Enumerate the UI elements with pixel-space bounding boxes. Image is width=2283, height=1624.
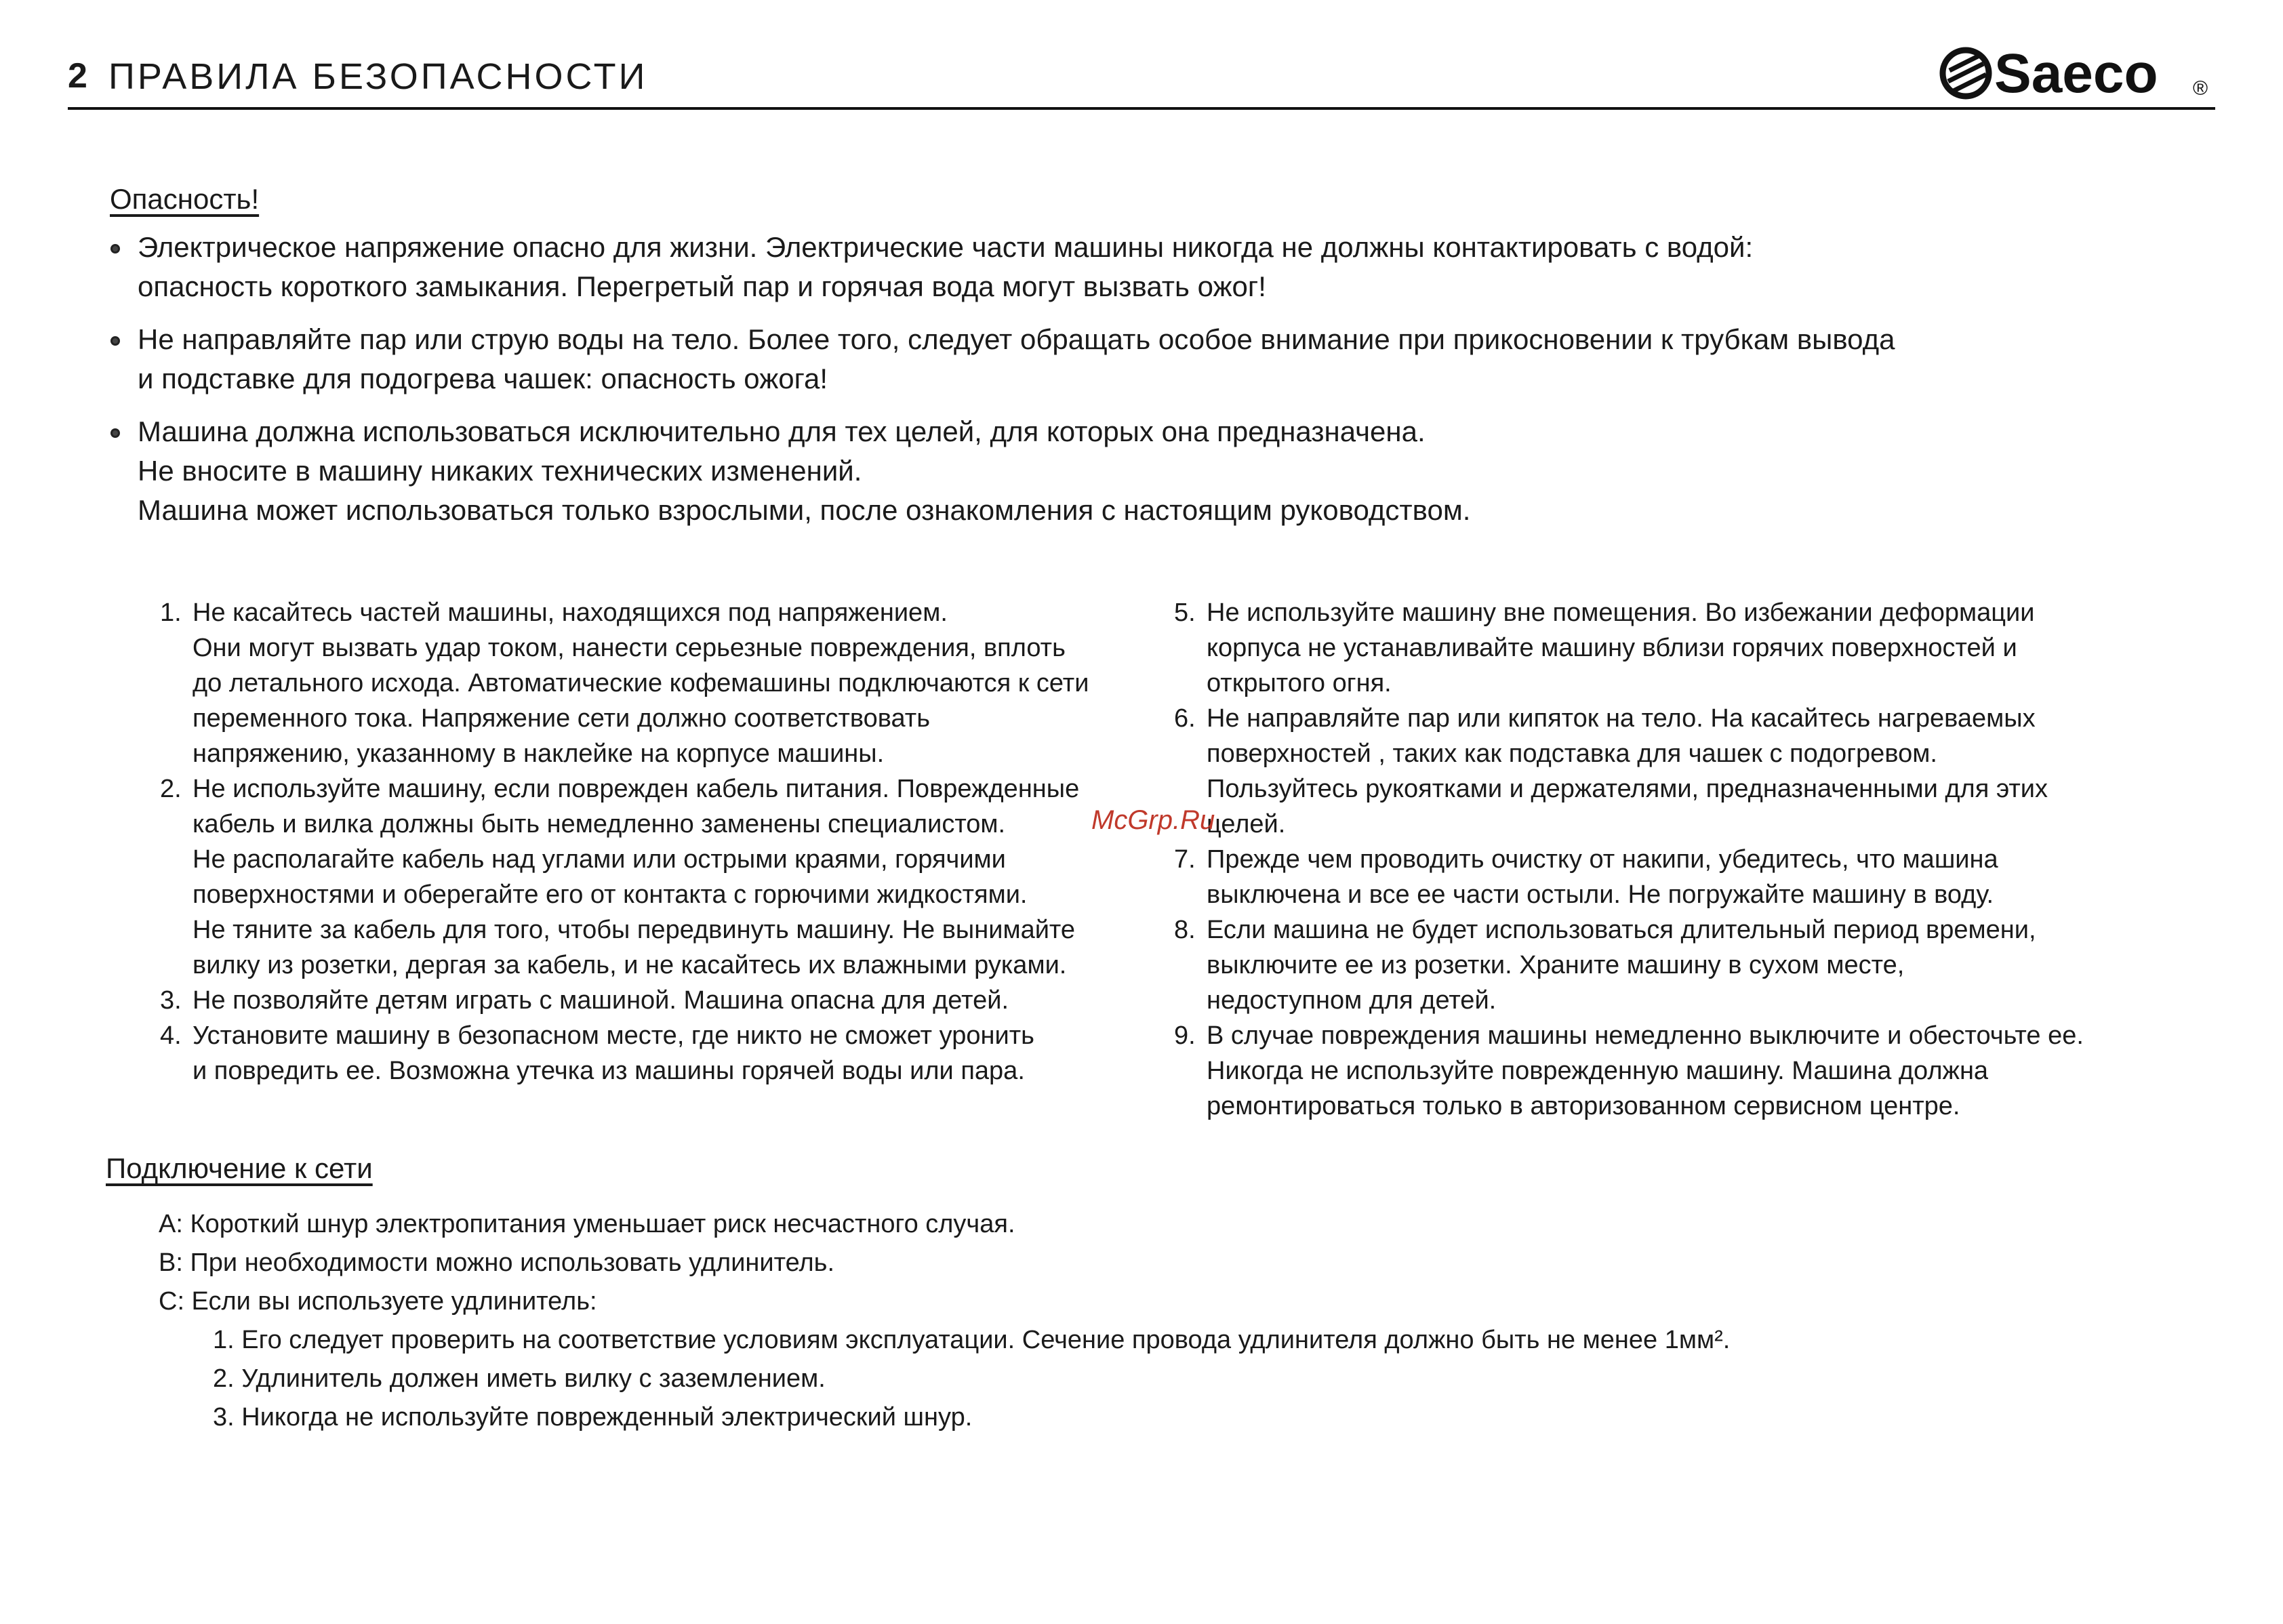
rule-line: Никогда не используйте поврежденную машину. Машина должна — [1207, 1057, 1989, 1085]
rule-line: Не используйте машину, если поврежден кабель питания. Поврежденные — [193, 775, 1080, 803]
rule-line: напряжению, указанному в наклейке на корпусе машины. — [193, 739, 885, 768]
section-title: ПРАВИЛА БЕЗОПАСНОСТИ — [108, 56, 648, 97]
rule-item — [160, 1018, 1143, 1089]
rules-right-column — [1174, 595, 2231, 1124]
rule-line: Пользуйтесь рукоятками и держателями, предназначенными для этих — [1207, 775, 2048, 803]
rule-line: до летального исхода. Автоматические кофемашины подключаются к сети — [193, 669, 1089, 697]
rule-line: выключите ее из розетки. Храните машину в сухом месте, — [1207, 951, 1905, 979]
danger-bullet — [110, 320, 2144, 399]
rule-item — [1174, 842, 2231, 912]
rule-line: открытого огня. — [1207, 669, 1392, 697]
rule-line: Установите машину в безопасном месте, где никто не сможет уронить — [193, 1021, 1034, 1050]
saeco-logo-mark-icon — [1943, 50, 1989, 96]
rule-number: 1. — [160, 598, 182, 627]
rule-item — [160, 595, 1143, 771]
rule-line: Не тяните за кабель для того, чтобы передвинуть машину. Не вынимайте — [193, 916, 1076, 944]
saeco-logo-text: Saeco — [1994, 43, 2158, 104]
rule-number: 7. — [1174, 845, 1196, 874]
rule-line: поверхностями и оберегайте его от контакта с горючими жидкостями. — [193, 880, 1028, 909]
rule-item — [160, 983, 1143, 1018]
danger-bullet-line: Машина может использоваться только взрослыми, после ознакомления с настоящим руководством. — [138, 494, 1471, 526]
danger-bullet — [110, 228, 2144, 306]
rule-line: Прежде чем проводить очистку от накипи, убедитесь, что машина — [1207, 845, 1998, 874]
rule-line: Если машина не будет использоваться длительный период времени, — [1207, 916, 2036, 944]
rule-line: Они могут вызвать удар током, нанести серьезные повреждения, вплоть — [193, 634, 1066, 662]
rule-item — [1174, 595, 2231, 701]
rule-number: 5. — [1174, 598, 1196, 627]
rule-number: 4. — [160, 1021, 182, 1050]
rule-number: 8. — [1174, 916, 1196, 944]
watermark: McGrp.Ru — [1091, 805, 1215, 835]
registered-mark: ® — [2193, 77, 2208, 100]
rule-item — [1174, 1018, 2231, 1124]
saeco-logo — [1932, 34, 2217, 108]
danger-bullet-line: и подставке для подогрева чашек: опасность ожога! — [138, 363, 828, 394]
connection-subitem: 3. Никогда не используйте поврежденный электрический шнур. — [213, 1403, 973, 1432]
connection-list — [159, 1205, 1730, 1437]
bullet-dot-icon — [110, 428, 120, 438]
danger-bullet-line: Не вносите в машину никаких технических изменений. — [138, 455, 862, 487]
rule-number: 3. — [160, 986, 182, 1015]
rule-line: целей. — [1207, 810, 1286, 838]
bullet-dot-icon — [110, 336, 120, 346]
rule-line: ремонтироваться только в авторизованном сервисном центре. — [1207, 1092, 1960, 1120]
rule-line: Не позволяйте детям играть с машиной. Машина опасна для детей. — [193, 986, 1009, 1015]
rules-left-column — [160, 595, 1143, 1089]
rule-item — [160, 771, 1143, 983]
connection-item: C: Если вы используете удлинитель: — [159, 1287, 597, 1316]
connection-subitem: 2. Удлинитель должен иметь вилку с заземлением. — [213, 1364, 826, 1393]
danger-bullet — [110, 412, 2144, 530]
rule-line: В случае повреждения машины немедленно выключите и обесточьте ее. — [1207, 1021, 2084, 1050]
connection-item: A: Короткий шнур электропитания уменьшает риск несчастного случая. — [159, 1210, 1015, 1238]
rule-line: Не располагайте кабель над углами или острыми краями, горячими — [193, 845, 1006, 874]
danger-bullet-line: Не направляйте пар или струю воды на тело. Более того, следует обращать особое внимание при прикосновении к трубкам вывода — [138, 323, 1895, 355]
danger-bullet-line: опасность короткого замыкания. Перегретый пар и горячая вода могут вызвать ожог! — [138, 270, 1266, 302]
rule-line: кабель и вилка должны быть немедленно заменены специалистом. — [193, 810, 1006, 838]
rule-line: и повредить ее. Возможна утечка из машины горячей воды или пара. — [193, 1057, 1025, 1085]
rule-line: переменного тока. Напряжение сети должно соответствовать — [193, 704, 931, 733]
rule-line: Не используйте машину вне помещения. Во избежании деформации — [1207, 598, 2035, 627]
rule-line: вилку из розетки, дергая за кабель, и не касайтесь их влажными руками. — [193, 951, 1067, 979]
rule-number: 2. — [160, 775, 182, 803]
connection-heading: Подключение к сети — [106, 1152, 373, 1184]
connection-subitem: 1. Его следует проверить на соответствие условиям эксплуатации. Сечение провода удлинителя должно быть не менее 1мм². — [213, 1326, 1731, 1354]
header-rule — [68, 107, 2215, 110]
danger-bullet-line: Электрическое напряжение опасно для жизни. Электрические части машины никогда не должны контактировать с водой: — [138, 231, 1754, 263]
bullet-dot-icon — [110, 244, 120, 253]
rule-line: выключена и все ее части остыли. Не погружайте машину в воду. — [1207, 880, 1994, 909]
rule-line: корпуса не устанавливайте машину вблизи горячих поверхностей и — [1207, 634, 2017, 662]
danger-heading: Опасность! — [110, 183, 260, 215]
rule-line: Не касайтесь частей машины, находящихся под напряжением. — [193, 598, 948, 627]
rule-line: недоступном для детей. — [1207, 986, 1497, 1015]
rule-line: Не направляйте пар или кипяток на тело. На касайтесь нагреваемых — [1207, 704, 2036, 733]
connection-item: B: При необходимости можно использовать удлинитель. — [159, 1249, 835, 1277]
rule-item — [1174, 701, 2231, 842]
danger-bullet-line: Машина должна использоваться исключительно для тех целей, для которых она предназначена. — [138, 415, 1426, 447]
rule-line: поверхностей , таких как подставка для чашек с подогревом. — [1207, 739, 1937, 768]
danger-bullets — [110, 228, 2144, 544]
rule-item — [1174, 912, 2231, 1018]
rule-number: 6. — [1174, 704, 1196, 733]
page-number: 2 — [68, 56, 87, 96]
rule-number: 9. — [1174, 1021, 1196, 1050]
